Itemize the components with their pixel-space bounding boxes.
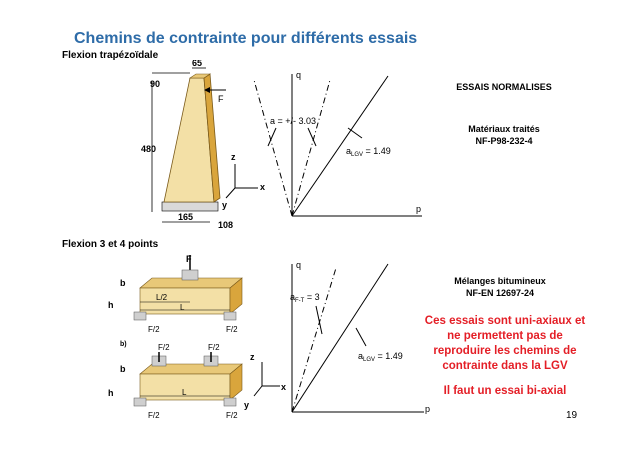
conclusion-text bbox=[420, 314, 590, 399]
plot2-line-lgv bbox=[292, 264, 388, 412]
section-title-3-4-points: Flexion 3 et 4 points bbox=[62, 239, 159, 250]
essais-normalises: ESSAIS NORMALISES bbox=[456, 82, 552, 92]
plot2-pointer-aft bbox=[316, 306, 322, 334]
beam2-L-label: L bbox=[182, 388, 187, 397]
plot2-line-aft bbox=[292, 268, 336, 412]
plot1-a-label: a = +/- 3.03 bbox=[270, 116, 317, 126]
materiaux-traites: Matériaux traités bbox=[468, 124, 540, 134]
page-number: 19 bbox=[566, 410, 578, 421]
beam1-b-label: b bbox=[120, 278, 126, 288]
beam2-support-right bbox=[224, 398, 236, 406]
melanges-bitumineux: Mélanges bitumineux bbox=[454, 276, 546, 286]
beam2-h-label: h bbox=[108, 388, 114, 398]
materiaux-norm: NF-P98-232-4 bbox=[475, 136, 533, 146]
plot1-line-a-neg bbox=[254, 80, 292, 216]
dim-left-top-label: 90 bbox=[150, 79, 161, 89]
conclusion-line-2: ne permettent pas de bbox=[447, 330, 563, 342]
plot2-pointer-lgv bbox=[356, 328, 366, 346]
axis-x-label: x bbox=[260, 182, 266, 192]
conclusion-line-3: reproduire les chemins de bbox=[433, 345, 577, 357]
plot2-q-label: q bbox=[296, 260, 302, 270]
beam1-F2-right: F/2 bbox=[226, 325, 238, 334]
stress-path-plot-2 bbox=[240, 256, 430, 421]
conclusion-line-4: contrainte dans la LGV bbox=[442, 360, 568, 372]
stress-path-plot-1 bbox=[240, 66, 430, 226]
plot2-aft-label: $a_{F-T} = 3$ bbox=[290, 292, 320, 304]
force-label: F bbox=[218, 94, 224, 104]
page-title: Chemins de contrainte pour différents essais bbox=[74, 30, 418, 47]
plot1-p-label: p bbox=[416, 204, 422, 214]
beam2-F2-top-left: F/2 bbox=[158, 343, 170, 352]
beam2-b-label: b bbox=[120, 364, 126, 374]
beam2-F2-top-right: F/2 bbox=[208, 343, 220, 352]
axis-y-label: y bbox=[222, 200, 228, 210]
beam2-F2-right: F/2 bbox=[226, 411, 238, 420]
beam-axis-z-label: z bbox=[250, 352, 255, 362]
beam1-L-label: L bbox=[180, 303, 185, 312]
beam1-F2-left: F/2 bbox=[148, 325, 160, 334]
beam-axis-x-label: x bbox=[281, 382, 287, 392]
plot1-q-label: q bbox=[296, 70, 302, 80]
dim-base-label: 108 bbox=[218, 220, 234, 230]
beam1-support-left bbox=[134, 312, 146, 320]
dim-top-label: 65 bbox=[192, 60, 203, 68]
base-plate bbox=[162, 202, 218, 211]
beam2-support-left bbox=[134, 398, 146, 406]
plot2-lgv-label: $a_{LGV} = 1.49$ bbox=[358, 351, 403, 363]
beam1-loader bbox=[182, 270, 198, 280]
beam2-F2-left: F/2 bbox=[148, 411, 160, 420]
beam-axis-y-label: y bbox=[244, 400, 250, 410]
conclusion-line-5: Il faut un essai bi-axial bbox=[443, 385, 567, 397]
melanges-norm: NF-EN 12697-24 bbox=[465, 288, 535, 298]
beam1-L2-label: L/2 bbox=[156, 293, 168, 302]
plot2-p-label-near-text: p bbox=[425, 404, 431, 414]
axis-z-label: z bbox=[231, 152, 236, 162]
plot1-line-a-pos bbox=[292, 80, 330, 216]
dim-bottom-label: 165 bbox=[178, 212, 194, 222]
axis-y bbox=[226, 188, 235, 198]
plot1-pointer-lgv bbox=[348, 128, 362, 138]
beam1-h-label: h bbox=[108, 300, 114, 310]
plot1-lgv-label: $a_{LGV} = 1.49$ bbox=[346, 146, 391, 158]
beam1-support-right bbox=[224, 312, 236, 320]
beam1-force-label: F bbox=[186, 254, 192, 264]
plot1-pointer-a-right bbox=[308, 128, 316, 146]
section-title-trapezoidal: Flexion trapézoïdale bbox=[62, 50, 159, 61]
dim-height-label: 480 bbox=[141, 144, 157, 154]
conclusion-line-1: Ces essais sont uni-axiaux et bbox=[424, 315, 586, 327]
beam2-b-item: b) bbox=[120, 341, 127, 348]
plot1-pointer-a-left bbox=[268, 128, 276, 146]
